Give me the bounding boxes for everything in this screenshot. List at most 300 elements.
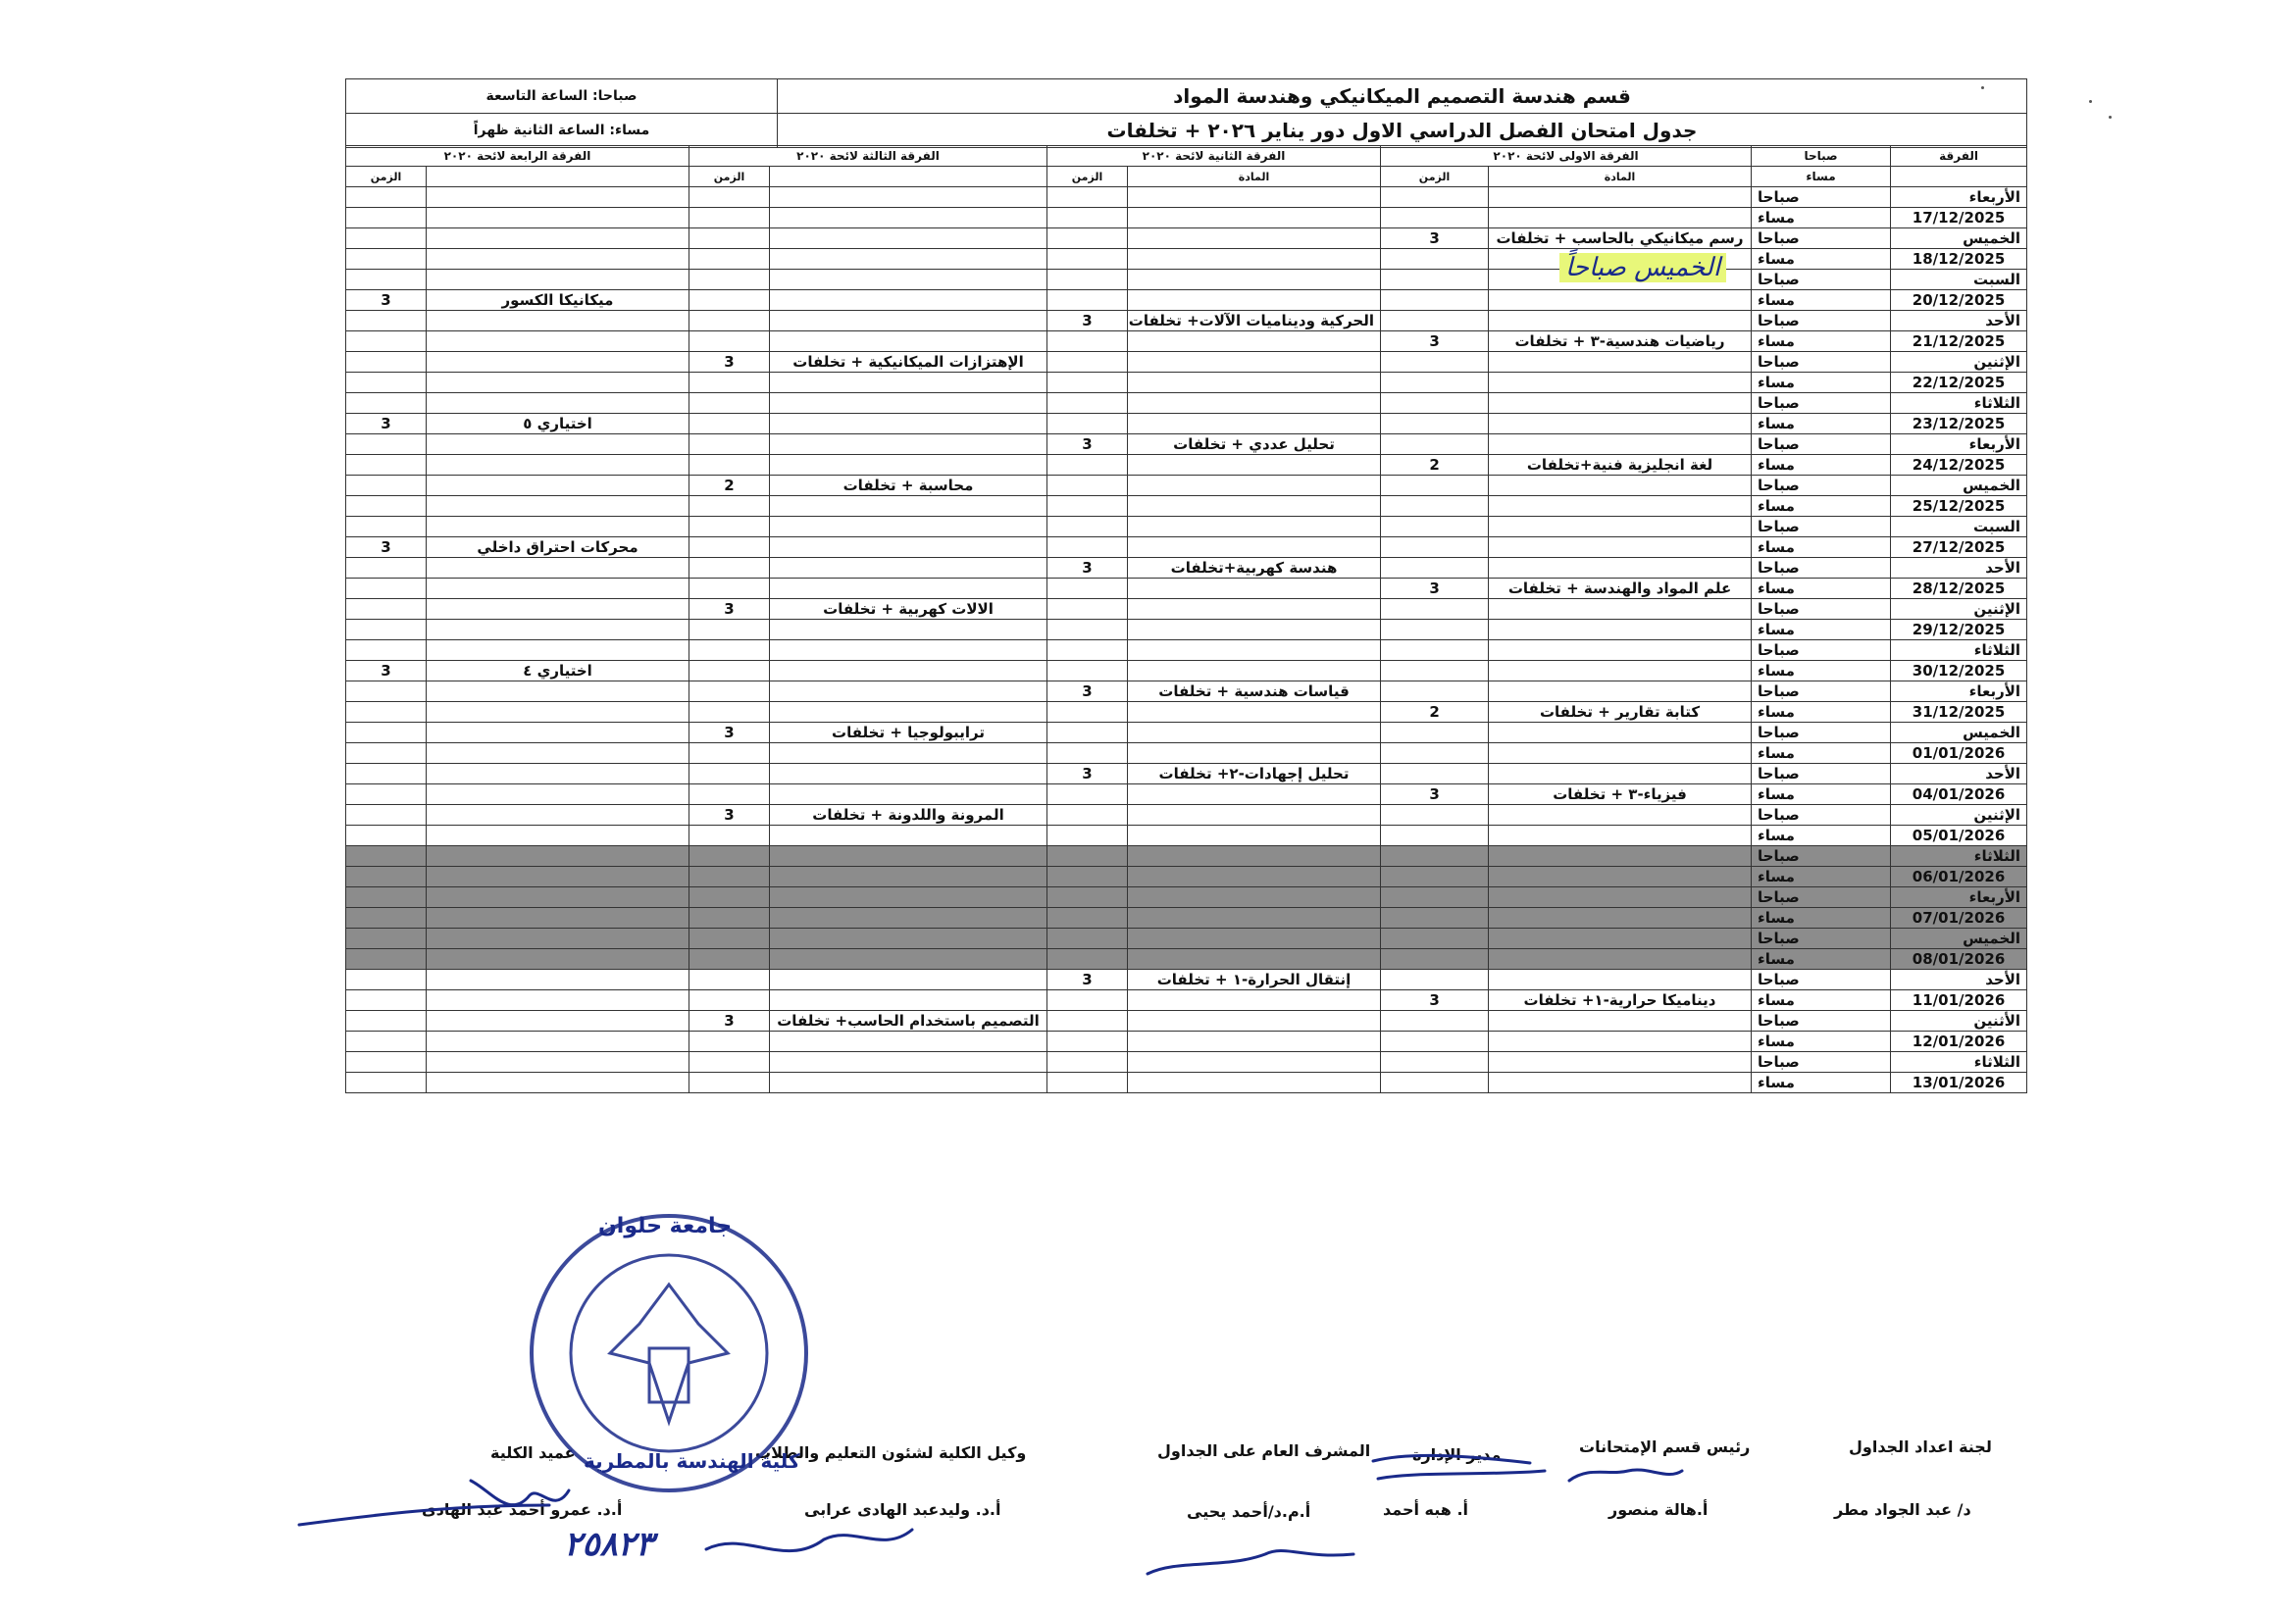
year4-subject <box>427 702 689 723</box>
year1-duration: 2 <box>1381 702 1489 723</box>
year4-duration <box>346 228 427 249</box>
year3-duration <box>689 249 770 270</box>
day-cell: السبت <box>1891 270 2027 290</box>
year4-subject <box>427 949 689 970</box>
year1-duration <box>1381 414 1489 434</box>
year1-duration: 3 <box>1381 784 1489 805</box>
year3-subject <box>770 1073 1047 1093</box>
year2-subject <box>1128 208 1381 228</box>
year4-subject <box>427 270 689 290</box>
year2-subject <box>1128 743 1381 764</box>
period-cell: مساء <box>1752 867 1891 887</box>
period-cell: مساء <box>1752 455 1891 476</box>
year2-subject <box>1128 661 1381 681</box>
year1-duration <box>1381 249 1489 270</box>
year4-duration <box>346 640 427 661</box>
header-table <box>345 78 2027 148</box>
year1-subject <box>1489 352 1752 373</box>
period-cell: مساء <box>1752 249 1891 270</box>
period-cell: مساء <box>1752 579 1891 599</box>
year3-subject <box>770 455 1047 476</box>
admin-director-role: مدير الإدارة <box>1412 1445 1502 1464</box>
year3-subject <box>770 558 1047 579</box>
schedule-row <box>346 1073 2027 1093</box>
year1-subject <box>1489 290 1752 311</box>
vice-dean-name: أ.د. وليدعبد الهادى عرابى <box>804 1500 1001 1519</box>
year4-subject <box>427 929 689 949</box>
year4-subject <box>427 743 689 764</box>
year4-subject <box>427 517 689 537</box>
year3-subject <box>770 949 1047 970</box>
year4-subject <box>427 599 689 620</box>
year4-duration <box>346 599 427 620</box>
year3-duration <box>689 414 770 434</box>
period-cell: مساء <box>1752 908 1891 929</box>
year4-duration <box>346 970 427 990</box>
schedule-row <box>346 661 2027 681</box>
year1-duration <box>1381 496 1489 517</box>
year2-subject <box>1128 579 1381 599</box>
schedule-row <box>346 764 2027 784</box>
period-cell: مساء <box>1752 949 1891 970</box>
year2-subject <box>1128 517 1381 537</box>
schedule-row <box>346 270 2027 290</box>
schedule-row <box>346 393 2027 414</box>
year2-duration: 3 <box>1047 681 1128 702</box>
schedule-row <box>346 1052 2027 1073</box>
year2-subject: إنتقال الحرارة-١ + تخلفات <box>1128 970 1381 990</box>
date-cell: 23/12/2025 <box>1891 414 2027 434</box>
subject-header <box>427 167 689 187</box>
year3-subject <box>770 743 1047 764</box>
year4-subject <box>427 620 689 640</box>
year2-duration <box>1047 228 1128 249</box>
year1-subject <box>1489 1073 1752 1093</box>
year1-subject <box>1489 558 1752 579</box>
year3-duration <box>689 290 770 311</box>
day-cell: الإثنين <box>1891 352 2027 373</box>
year2-subject <box>1128 537 1381 558</box>
year4-subject <box>427 434 689 455</box>
year3-duration <box>689 270 770 290</box>
year3-duration: 3 <box>689 805 770 826</box>
year4-subject <box>427 208 689 228</box>
stamp-number: ٢٥٨٢٣ <box>564 1525 654 1564</box>
year1-subject <box>1489 599 1752 620</box>
year1-duration <box>1381 434 1489 455</box>
year4-duration <box>346 187 427 208</box>
day-cell: الثلاثاء <box>1891 393 2027 414</box>
period-cell: مساء <box>1752 990 1891 1011</box>
year2-subject: تحليل عددي + تخلفات <box>1128 434 1381 455</box>
date-cell: 11/01/2026 <box>1891 990 2027 1011</box>
year1-subject <box>1489 373 1752 393</box>
year3-subject <box>770 579 1047 599</box>
year4-subject <box>427 826 689 846</box>
year2-subject <box>1128 826 1381 846</box>
duration-header: الزمن <box>346 167 427 187</box>
schedule-row <box>346 805 2027 826</box>
period-cell: صباحا <box>1752 311 1891 331</box>
year2-subject <box>1128 187 1381 208</box>
year4-subject <box>427 311 689 331</box>
schedule-row <box>346 517 2027 537</box>
supervisor-role: المشرف العام على الجداول <box>1157 1441 1371 1460</box>
year1-subject <box>1489 414 1752 434</box>
year4-subject <box>427 846 689 867</box>
schedule-row <box>346 558 2027 579</box>
year4-duration <box>346 311 427 331</box>
year2-subject <box>1128 908 1381 929</box>
year3-subject <box>770 887 1047 908</box>
year2-duration: 3 <box>1047 311 1128 331</box>
year1-duration <box>1381 826 1489 846</box>
date-cell: 07/01/2026 <box>1891 908 2027 929</box>
year2-duration <box>1047 393 1128 414</box>
year4-duration <box>346 702 427 723</box>
year4-duration <box>346 723 427 743</box>
year3-duration <box>689 311 770 331</box>
period-cell: مساء <box>1752 620 1891 640</box>
year3-subject <box>770 373 1047 393</box>
year3-subject <box>770 1052 1047 1073</box>
schedule-row <box>346 352 2027 373</box>
year3-subject <box>770 784 1047 805</box>
duration-header: الزمن <box>689 167 770 187</box>
year3-duration <box>689 517 770 537</box>
year3-subject <box>770 846 1047 867</box>
year3-subject <box>770 228 1047 249</box>
schedule-row <box>346 455 2027 476</box>
year1-subject <box>1489 970 1752 990</box>
year1-subject <box>1489 640 1752 661</box>
year3-duration <box>689 558 770 579</box>
year1-duration <box>1381 1011 1489 1032</box>
year3-subject <box>770 187 1047 208</box>
date-cell: 27/12/2025 <box>1891 537 2027 558</box>
year2-subject <box>1128 640 1381 661</box>
year4-subject: محركات احتراق داخلي <box>427 537 689 558</box>
year3-subject <box>770 640 1047 661</box>
supervisor-name: أ.م.د/أحمد يحيى <box>1187 1502 1311 1521</box>
year3-subject: الالات كهربية + تخلفات <box>770 599 1047 620</box>
period-cell: صباحا <box>1752 517 1891 537</box>
year3-duration <box>689 867 770 887</box>
year4-subject <box>427 908 689 929</box>
year1-duration <box>1381 970 1489 990</box>
schedule-row <box>346 846 2027 867</box>
vice-dean-role: وكيل الكلية لشئون التعليم والطلاب <box>755 1443 1027 1462</box>
year2-duration <box>1047 496 1128 517</box>
subject-header: المادة <box>1128 167 1381 187</box>
year3-subject <box>770 1032 1047 1052</box>
day-cell: الإثنين <box>1891 805 2027 826</box>
schedule-row <box>346 929 2027 949</box>
year2-duration <box>1047 723 1128 743</box>
year3-subject <box>770 517 1047 537</box>
year3-subject <box>770 661 1047 681</box>
schedule-row <box>346 373 2027 393</box>
year4-duration <box>346 846 427 867</box>
year1-duration <box>1381 517 1489 537</box>
year4-subject <box>427 496 689 517</box>
year1-subject <box>1489 887 1752 908</box>
year3-subject <box>770 702 1047 723</box>
year4-duration <box>346 373 427 393</box>
year4-duration <box>346 270 427 290</box>
year1-duration <box>1381 908 1489 929</box>
period-cell: مساء <box>1752 208 1891 228</box>
year2-subject <box>1128 1011 1381 1032</box>
year2-duration <box>1047 517 1128 537</box>
year3-duration <box>689 784 770 805</box>
year3-subject <box>770 867 1047 887</box>
schedule-row <box>346 949 2027 970</box>
year1-subject <box>1489 681 1752 702</box>
year2-subject <box>1128 228 1381 249</box>
year2-subject <box>1128 887 1381 908</box>
schedule-row <box>346 1011 2027 1032</box>
year4-subject <box>427 723 689 743</box>
year4-duration: 3 <box>346 537 427 558</box>
year3-duration <box>689 764 770 784</box>
period-cell: صباحا <box>1752 599 1891 620</box>
year4-subject <box>427 764 689 784</box>
year3-duration <box>689 640 770 661</box>
year1-subject <box>1489 949 1752 970</box>
year4-subject <box>427 331 689 352</box>
year2-duration: 3 <box>1047 764 1128 784</box>
duration-header: الزمن <box>1047 167 1128 187</box>
year4-header: الفرقة الرابعة لائحة ٢٠٢٠ <box>346 146 689 167</box>
year2-duration <box>1047 640 1128 661</box>
year3-subject <box>770 620 1047 640</box>
year4-duration <box>346 929 427 949</box>
year3-subject: ترايبولوجيا + تخلفات <box>770 723 1047 743</box>
year3-subject: الإهتزازات الميكانيكية + تخلفات <box>770 352 1047 373</box>
year2-subject <box>1128 414 1381 434</box>
period-cell: صباحا <box>1752 1052 1891 1073</box>
year3-subject <box>770 826 1047 846</box>
year2-duration <box>1047 537 1128 558</box>
year2-duration <box>1047 867 1128 887</box>
period-cell: مساء <box>1752 331 1891 352</box>
year4-duration <box>346 908 427 929</box>
year4-subject <box>427 681 689 702</box>
year2-subject <box>1128 990 1381 1011</box>
year1-subject <box>1489 867 1752 887</box>
year1-duration <box>1381 743 1489 764</box>
schedule-row <box>346 640 2027 661</box>
day-cell: الأحد <box>1891 764 2027 784</box>
year3-duration <box>689 1073 770 1093</box>
year4-duration <box>346 249 427 270</box>
year1-duration <box>1381 476 1489 496</box>
day-cell: السبت <box>1891 517 2027 537</box>
year3-duration <box>689 990 770 1011</box>
schedule-row <box>346 723 2027 743</box>
year2-subject <box>1128 455 1381 476</box>
year3-duration <box>689 929 770 949</box>
year1-subject <box>1489 1032 1752 1052</box>
year4-duration <box>346 867 427 887</box>
evening-time: مساء: الساعة الثانية ظهراً <box>346 114 778 148</box>
year1-duration <box>1381 949 1489 970</box>
schedule-title: جدول امتحان الفصل الدراسي الاول دور يناير ٢٠٢٦ + تخلفات <box>778 114 2027 148</box>
period-cell: مساء <box>1752 1073 1891 1093</box>
day-cell: الثلاثاء <box>1891 640 2027 661</box>
schedule-row <box>346 311 2027 331</box>
year4-duration <box>346 784 427 805</box>
year1-duration <box>1381 1073 1489 1093</box>
year2-subject: هندسة كهربية+تخلفات <box>1128 558 1381 579</box>
year1-duration <box>1381 537 1489 558</box>
year2-subject <box>1128 805 1381 826</box>
period-cell: صباحا <box>1752 558 1891 579</box>
year4-duration <box>346 455 427 476</box>
year2-duration <box>1047 373 1128 393</box>
year4-duration <box>346 352 427 373</box>
period-cell: مساء <box>1752 373 1891 393</box>
year4-subject <box>427 805 689 826</box>
year4-subject <box>427 1032 689 1052</box>
schedule-row <box>346 208 2027 228</box>
year1-subject <box>1489 537 1752 558</box>
year4-subject <box>427 352 689 373</box>
year4-subject <box>427 784 689 805</box>
year4-subject <box>427 455 689 476</box>
period-cell: مساء <box>1752 826 1891 846</box>
year3-subject <box>770 434 1047 455</box>
date-cell: 25/12/2025 <box>1891 496 2027 517</box>
year4-duration <box>346 949 427 970</box>
year3-duration <box>689 826 770 846</box>
date-cell: 30/12/2025 <box>1891 661 2027 681</box>
schedule-row <box>346 784 2027 805</box>
year3-subject <box>770 764 1047 784</box>
committee-role: لجنة اعداد الجداول <box>1849 1437 1992 1456</box>
year1-subject <box>1489 908 1752 929</box>
year4-subject <box>427 249 689 270</box>
year1-duration <box>1381 681 1489 702</box>
year3-subject: التصميم باستخدام الحاسب+ تخلفات <box>770 1011 1047 1032</box>
year2-duration <box>1047 805 1128 826</box>
year3-duration <box>689 908 770 929</box>
year3-duration <box>689 887 770 908</box>
year2-duration <box>1047 908 1128 929</box>
year1-duration <box>1381 1032 1489 1052</box>
day-cell: الأربعاء <box>1891 681 2027 702</box>
period-cell: مساء <box>1752 496 1891 517</box>
period-cell: صباحا <box>1752 764 1891 784</box>
stamp-bottom-text: كلية الهندسة بالمطرية <box>584 1449 800 1473</box>
year4-duration: 3 <box>346 661 427 681</box>
year1-duration <box>1381 1052 1489 1073</box>
year2-duration <box>1047 1052 1128 1073</box>
period-header-morning: صباحا <box>1752 146 1891 167</box>
date-cell: 29/12/2025 <box>1891 620 2027 640</box>
year2-duration <box>1047 579 1128 599</box>
year2-subject <box>1128 331 1381 352</box>
year1-subject <box>1489 826 1752 846</box>
schedule-row <box>346 290 2027 311</box>
level-subheader <box>1891 167 2027 187</box>
year2-subject: تحليل إجهادات-٢+ تخلفات <box>1128 764 1381 784</box>
date-cell: 31/12/2025 <box>1891 702 2027 723</box>
year2-subject <box>1128 496 1381 517</box>
date-cell: 08/01/2026 <box>1891 949 2027 970</box>
year1-subject: رياضيات هندسية-٣ + تخلفات <box>1489 331 1752 352</box>
day-cell: الأحد <box>1891 311 2027 331</box>
year4-subject <box>427 1011 689 1032</box>
year4-duration <box>346 579 427 599</box>
year1-header: الفرقة الاولى لائحة ٢٠٢٠ <box>1381 146 1752 167</box>
year3-subject <box>770 681 1047 702</box>
year4-subject <box>427 373 689 393</box>
period-cell: مساء <box>1752 784 1891 805</box>
year3-subject <box>770 393 1047 414</box>
period-cell: صباحا <box>1752 681 1891 702</box>
admin-director-name: أ. هبه أحمد <box>1383 1500 1469 1519</box>
period-cell: صباحا <box>1752 476 1891 496</box>
period-cell: صباحا <box>1752 640 1891 661</box>
schedule-row <box>346 681 2027 702</box>
year2-subject <box>1128 270 1381 290</box>
year1-duration <box>1381 311 1489 331</box>
year2-duration <box>1047 929 1128 949</box>
exams-head-name: أ.هالة منصور <box>1608 1500 1709 1519</box>
year2-duration <box>1047 187 1128 208</box>
year1-duration <box>1381 208 1489 228</box>
year2-duration <box>1047 661 1128 681</box>
year2-subject <box>1128 949 1381 970</box>
schedule-table <box>345 145 2027 1093</box>
year4-subject <box>427 867 689 887</box>
date-cell: 12/01/2026 <box>1891 1032 2027 1052</box>
year4-subject <box>427 970 689 990</box>
year2-subject <box>1128 352 1381 373</box>
day-cell: الثلاثاء <box>1891 846 2027 867</box>
schedule-row <box>346 826 2027 846</box>
year3-subject <box>770 270 1047 290</box>
period-cell: صباحا <box>1752 352 1891 373</box>
period-cell: مساء <box>1752 290 1891 311</box>
year3-duration: 2 <box>689 476 770 496</box>
year1-duration <box>1381 723 1489 743</box>
year2-duration <box>1047 620 1128 640</box>
day-cell: الأثنين <box>1891 1011 2027 1032</box>
year4-subject <box>427 579 689 599</box>
period-cell: صباحا <box>1752 846 1891 867</box>
year3-subject <box>770 537 1047 558</box>
year4-duration <box>346 1052 427 1073</box>
year1-subject: لغة انجليزية فنية+تخلفات <box>1489 455 1752 476</box>
year2-duration <box>1047 414 1128 434</box>
year1-duration <box>1381 373 1489 393</box>
schedule-row <box>346 1032 2027 1052</box>
year3-subject: المرونة واللدونة + تخلفات <box>770 805 1047 826</box>
period-cell: مساء <box>1752 414 1891 434</box>
period-cell: صباحا <box>1752 723 1891 743</box>
date-cell: 24/12/2025 <box>1891 455 2027 476</box>
year2-duration: 3 <box>1047 558 1128 579</box>
year1-duration <box>1381 270 1489 290</box>
year4-duration <box>346 331 427 352</box>
year2-duration <box>1047 1032 1128 1052</box>
year3-subject <box>770 908 1047 929</box>
day-cell: الخميس <box>1891 228 2027 249</box>
date-cell: 18/12/2025 <box>1891 249 2027 270</box>
